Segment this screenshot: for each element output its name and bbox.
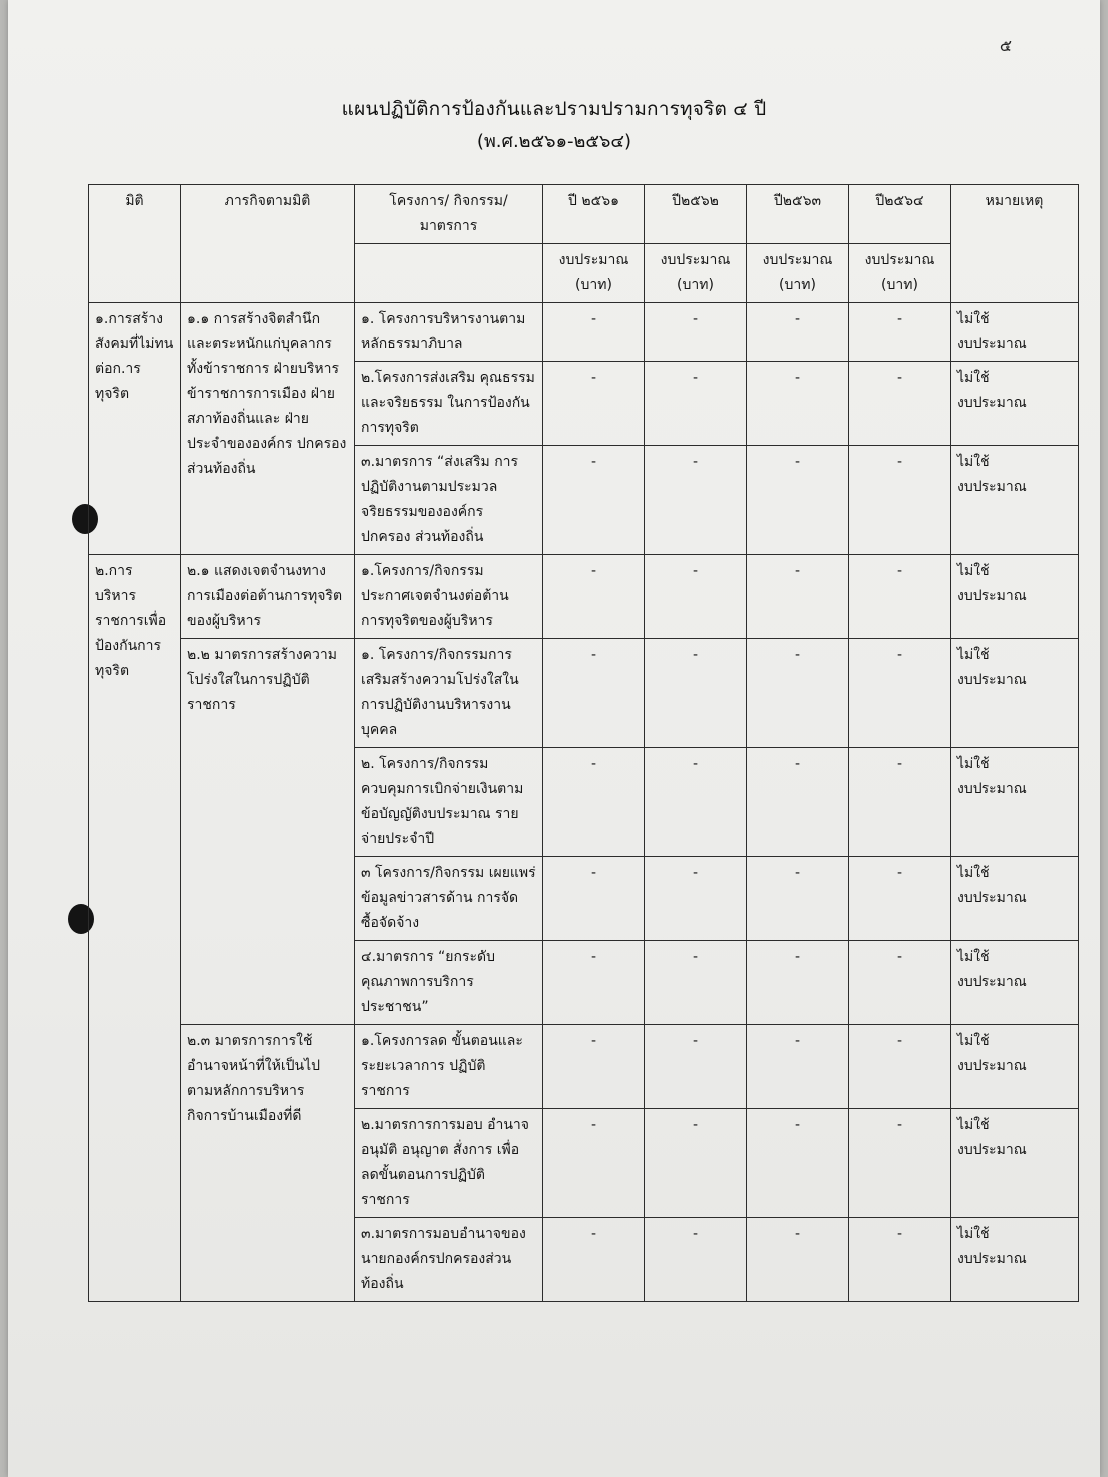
budget-2564: - bbox=[849, 1109, 951, 1218]
budget-2564: - bbox=[849, 1218, 951, 1302]
header-remark: หมายเหตุ bbox=[951, 185, 1079, 303]
budget-2564: - bbox=[849, 639, 951, 748]
remark-cell bbox=[951, 555, 1079, 639]
budget-2563: - bbox=[747, 748, 849, 857]
budget-unit-2564: งบประมาณ (บาท) bbox=[849, 244, 951, 303]
budget-2562: - bbox=[645, 1218, 747, 1302]
remark-line2: งบประมาณ bbox=[957, 395, 1027, 411]
project-cell: ๑.โครงการลด ขั้นตอนและ ระยะเวลาการ ปฏิบัติ ราชการ bbox=[355, 1025, 543, 1109]
budget-2561: - bbox=[543, 1218, 645, 1302]
budget-2563: - bbox=[747, 362, 849, 446]
remark-line1: ไม่ใช้ bbox=[957, 454, 990, 470]
mission-cell: ๒.๑ แสดงเจตจำนงทาง การเมืองต่อต้านการทุจริต ของผู้บริหาร bbox=[181, 555, 355, 639]
remark-line1: ไม่ใช้ bbox=[957, 563, 990, 579]
remark-line2: งบประมาณ bbox=[957, 336, 1027, 352]
budget-2561: - bbox=[543, 555, 645, 639]
header-year-2561: ปี ๒๕๖๑ bbox=[543, 185, 645, 244]
budget-2562: - bbox=[645, 748, 747, 857]
budget-2564: - bbox=[849, 857, 951, 941]
mission-cell: ๒.๒ มาตรการสร้างความ โปร่งใสในการปฏิบัติ ราชการ bbox=[181, 639, 355, 1025]
header-mission: ภารกิจตามมิติ bbox=[181, 185, 355, 303]
remark-line2: งบประมาณ bbox=[957, 890, 1027, 906]
budget-2564: - bbox=[849, 362, 951, 446]
budget-2564: - bbox=[849, 941, 951, 1025]
remark-cell bbox=[951, 303, 1079, 362]
remark-line1: ไม่ใช้ bbox=[957, 1226, 990, 1242]
budget-2562: - bbox=[645, 857, 747, 941]
project-cell: ๑. โครงการบริหารงานตาม หลักธรรมาภิบาล bbox=[355, 303, 543, 362]
plan-table bbox=[88, 184, 1079, 1302]
remark-line2: งบประมาณ bbox=[957, 1251, 1027, 1267]
project-cell: ๓.มาตรการ “ส่งเสริม การ ปฏิบัติงานตามประมวล จริยธรรมขององค์กร ปกครอง ส่วนท้องถิ่น bbox=[355, 446, 543, 555]
table-row bbox=[89, 555, 1079, 639]
budget-2561: - bbox=[543, 1109, 645, 1218]
remark-line1: ไม่ใช้ bbox=[957, 865, 990, 881]
budget-2562: - bbox=[645, 362, 747, 446]
budget-2563: - bbox=[747, 1109, 849, 1218]
remark-line1: ไม่ใช้ bbox=[957, 1117, 990, 1133]
document-title: แผนปฏิบัติการป้องกันและปรามปรามการทุจริต ๔ ปี bbox=[341, 98, 767, 120]
remark-cell bbox=[951, 1109, 1079, 1218]
remark-line1: ไม่ใช้ bbox=[957, 647, 990, 663]
project-cell: ๒.โครงการส่งเสริม คุณธรรมและจริยธรรม ในการป้องกันการทุจริต bbox=[355, 362, 543, 446]
project-cell: ๑. โครงการ/กิจกรรมการ เสริมสร้างความโปร่งใสใน การปฏิบัติงานบริหารงาน บุคคล bbox=[355, 639, 543, 748]
page-number: ๕ bbox=[999, 36, 1012, 55]
remark-line1: ไม่ใช้ bbox=[957, 370, 990, 386]
budget-2561: - bbox=[543, 748, 645, 857]
budget-2563: - bbox=[747, 303, 849, 362]
budget-2564: - bbox=[849, 748, 951, 857]
dimension-cell: ๒.การ บริหาร ราชการเพื่อ ป้องกันการ ทุจริต bbox=[89, 555, 181, 1302]
remark-line2: งบประมาณ bbox=[957, 479, 1027, 495]
budget-unit-2561: งบประมาณ (บาท) bbox=[543, 244, 645, 303]
dimension-cell: ๑.การสร้าง สังคมที่ไม่ทน ต่อก.ารทุจริต bbox=[89, 303, 181, 555]
budget-2561: - bbox=[543, 857, 645, 941]
budget-2561: - bbox=[543, 446, 645, 555]
remark-cell bbox=[951, 748, 1079, 857]
remark-line2: งบประมาณ bbox=[957, 781, 1027, 797]
budget-unit-2563: งบประมาณ (บาท) bbox=[747, 244, 849, 303]
header-year-2563: ปี๒๕๖๓ bbox=[747, 185, 849, 244]
table-row bbox=[89, 639, 1079, 748]
header-row bbox=[89, 185, 1079, 244]
document-subtitle: (พ.ศ.๒๕๖๑-๒๕๖๔) bbox=[476, 131, 632, 152]
project-cell: ๒. โครงการ/กิจกรรม ควบคุมการเบิกจ่ายเงินตาม ข้อบัญญัติงบประมาณ รายจ่ายประจำปี bbox=[355, 748, 543, 857]
budget-2561: - bbox=[543, 1025, 645, 1109]
remark-line2: งบประมาณ bbox=[957, 974, 1027, 990]
table-row bbox=[89, 1025, 1079, 1109]
remark-line2: งบประมาณ bbox=[957, 1142, 1027, 1158]
header-year-2564: ปี๒๕๖๔ bbox=[849, 185, 951, 244]
budget-2562: - bbox=[645, 303, 747, 362]
budget-2562: - bbox=[645, 941, 747, 1025]
budget-2562: - bbox=[645, 1025, 747, 1109]
header-dimension: มิติ bbox=[89, 185, 181, 303]
budget-unit-2562: งบประมาณ (บาท) bbox=[645, 244, 747, 303]
remark-cell bbox=[951, 941, 1079, 1025]
project-cell: ๒.มาตรการการมอบ อำนาจ อนุมัติ อนุญาต สั่งการ เพื่อ ลดขั้นตอนการปฏิบัติ ราชการ bbox=[355, 1109, 543, 1218]
budget-2563: - bbox=[747, 857, 849, 941]
remark-line1: ไม่ใช้ bbox=[957, 756, 990, 772]
budget-2562: - bbox=[645, 639, 747, 748]
remark-line1: ไม่ใช้ bbox=[957, 1033, 990, 1049]
budget-2562: - bbox=[645, 555, 747, 639]
budget-2564: - bbox=[849, 303, 951, 362]
remark-line1: ไม่ใช้ bbox=[957, 949, 990, 965]
remark-cell bbox=[951, 362, 1079, 446]
budget-2561: - bbox=[543, 639, 645, 748]
header-project: โครงการ/ กิจกรรม/มาตรการ bbox=[355, 185, 543, 244]
project-cell: ๓.มาตรการมอบอำนาจของ นายกองค์กรปกครองส่วน ท้องถิ่น bbox=[355, 1218, 543, 1302]
budget-2563: - bbox=[747, 1025, 849, 1109]
remark-cell bbox=[951, 1025, 1079, 1109]
remark-line1: ไม่ใช้ bbox=[957, 311, 990, 327]
budget-2562: - bbox=[645, 1109, 747, 1218]
header-project-blank bbox=[355, 244, 543, 303]
remark-cell bbox=[951, 639, 1079, 748]
budget-2564: - bbox=[849, 555, 951, 639]
budget-2563: - bbox=[747, 1218, 849, 1302]
budget-2563: - bbox=[747, 941, 849, 1025]
budget-2564: - bbox=[849, 446, 951, 555]
budget-2561: - bbox=[543, 303, 645, 362]
budget-2563: - bbox=[747, 555, 849, 639]
budget-2562: - bbox=[645, 446, 747, 555]
remark-line2: งบประมาณ bbox=[957, 1058, 1027, 1074]
remark-cell bbox=[951, 446, 1079, 555]
project-cell: ๔.มาตรการ “ยกระดับ คุณภาพการบริการ ประชาชน” bbox=[355, 941, 543, 1025]
budget-2563: - bbox=[747, 639, 849, 748]
budget-2563: - bbox=[747, 446, 849, 555]
project-cell: ๓ โครงการ/กิจกรรม เผยแพร่ข้อมูลข่าวสารด้าน การจัดซื้อจัดจ้าง bbox=[355, 857, 543, 941]
mission-cell: ๑.๑ การสร้างจิตสำนึก และตระหนักแก่บุคลากร ทั้งข้าราชการ ฝ่ายบริหาร ข้าราชการการเมือง ฝ่ายสภาท้องถิ่นและ ฝ่ายประจำขององค์กร ปกครองส่วนท้องถิ่น bbox=[181, 303, 355, 555]
remark-line2: งบประมาณ bbox=[957, 672, 1027, 688]
budget-2561: - bbox=[543, 362, 645, 446]
remark-line2: งบประมาณ bbox=[957, 588, 1027, 604]
budget-2561: - bbox=[543, 941, 645, 1025]
header-year-2562: ปี๒๕๖๒ bbox=[645, 185, 747, 244]
project-cell: ๑.โครงการ/กิจกรรม ประกาศเจตจำนงต่อต้าน การทุจริตของผู้บริหาร bbox=[355, 555, 543, 639]
remark-cell bbox=[951, 1218, 1079, 1302]
budget-2564: - bbox=[849, 1025, 951, 1109]
table-row bbox=[89, 303, 1079, 362]
mission-cell: ๒.๓ มาตรการการใช้ อำนาจหน้าที่ให้เป็นไป ตามหลักการบริหาร กิจการบ้านเมืองที่ดี bbox=[181, 1025, 355, 1302]
remark-cell bbox=[951, 857, 1079, 941]
